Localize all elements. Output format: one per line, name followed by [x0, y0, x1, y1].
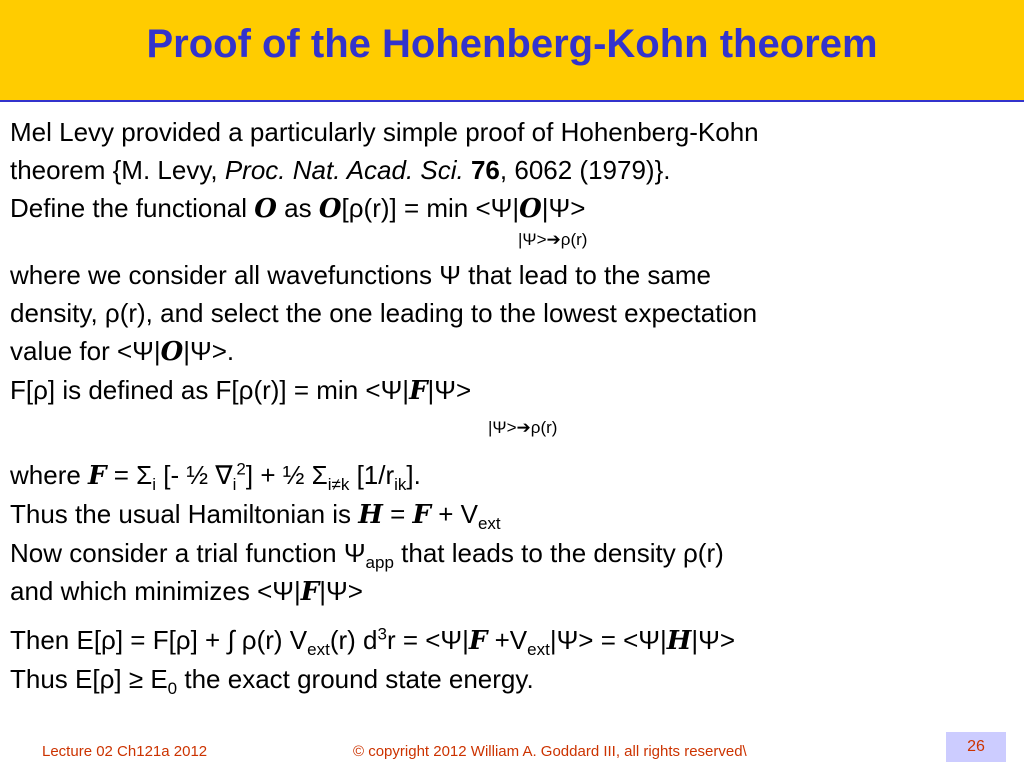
body-line-8: F[ρ] is defined as F[ρ(r)] = min <Ψ|F|Ψ> — [10, 375, 472, 406]
body-line-12: Now consider a trial function $\Psi_{app}$ that leads to the density ρ(r) — [10, 538, 724, 573]
slide-header — [0, 0, 1024, 100]
body-line-3: Define the functional O as O[ρ(r)] = min <Ψ|O|Ψ> — [10, 193, 586, 224]
functional-symbol: O — [254, 194, 277, 224]
body-line-6: density, ρ(r), and select the one leading to the lowest expectation — [10, 298, 758, 328]
body-line-14: Then E[ρ] = F[ρ] + ∫ ρ(r) $V_{ext}(r) d^3r = <\Psi|F +V_{ext}|\Psi> = <\Psi|H|\Psi>$ — [10, 624, 736, 660]
body-line-15: Thus $E[\rho] \ge E_0$ the exact ground state energy. — [10, 664, 534, 699]
constraint-line-1: |Ψ>➔ρ(r) — [518, 230, 588, 249]
header-divider — [0, 100, 1024, 102]
body-line-10: where $F = \Sigma_i$ [- ½ $\nabla_i^2$] + ½ $\Sigma_{i\ne k}$ $[1/r_{ik}]$. — [10, 459, 421, 495]
page-number: 26 — [946, 732, 1006, 762]
constraint-line-2: |Ψ>➔ρ(r) — [488, 418, 558, 437]
slide-body — [10, 113, 1018, 698]
body-line-13: and which minimizes <Ψ|F|Ψ> — [10, 576, 363, 607]
body-line-2: theorem {M. Levy, Proc. Nat. Acad. Sci. 76, 6062 (1979)}. — [10, 155, 671, 185]
body-line-1: Mel Levy provided a particularly simple proof of Hohenberg-Kohn — [10, 117, 759, 147]
slide-title: Proof of the Hohenberg-Kohn theorem — [146, 22, 878, 66]
body-line-11: Thus the usual Hamiltonian is $H = F + V_{ext}$ — [10, 499, 501, 534]
footer-copyright: © copyright 2012 William A. Goddard III, all rights reserved\ — [353, 743, 747, 760]
body-line-5: where we consider all wavefunctions Ψ that lead to the same — [10, 260, 711, 290]
volume-number: 76 — [463, 155, 500, 185]
journal-name: Proc. Nat. Acad. Sci. — [224, 155, 464, 185]
footer-lecture-label: Lecture 02 Ch121a 2012 — [42, 743, 208, 760]
body-line-7: value for <Ψ|O|Ψ>. — [10, 336, 235, 367]
